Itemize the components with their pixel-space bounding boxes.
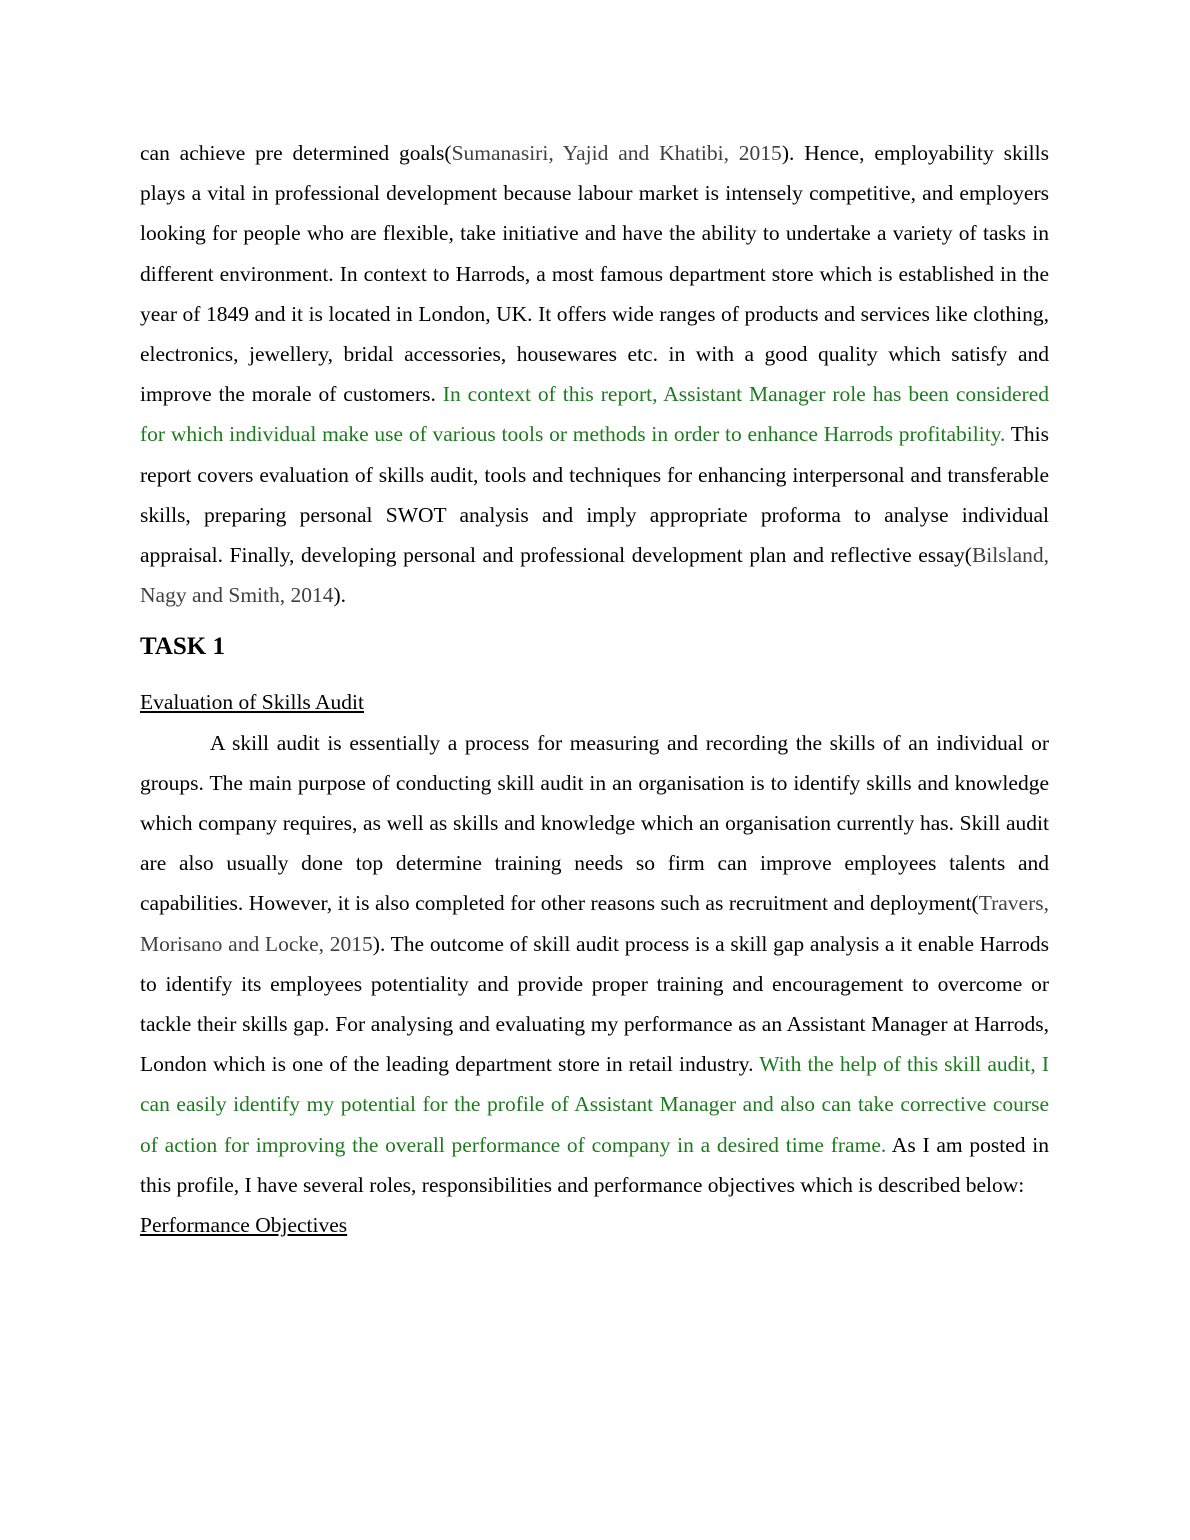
skills-audit-paragraph	[140, 723, 1049, 1205]
citation-sumanasiri: Sumanasiri, Yajid and Khatibi, 2015	[451, 141, 782, 165]
skills-audit-text-2: ). The outcome of skill audit process is a skill gap analysis a it enable Harrods to identify its employees potentiality and provide proper training and encouragement to overcome or tackle their skills gap. For analysing and evaluating my performance as an Assistant Manager at Harrods, London which is one of the leading department store in retail industry.	[140, 931, 1049, 1077]
intro-text-1: can achieve pre determined goals(	[140, 141, 452, 165]
task-heading: TASK 1	[140, 633, 225, 661]
intro-text-3: This report covers evaluation of skills audit, tools and techniques for enhancing interpersonal and transferable skills, preparing personal SWOT analysis and imply appropriate proforma to analyse individual appraisal. Finally, developing personal and professional development plan and reflective essay(	[140, 422, 1050, 568]
citation-travers: Travers, Morisano and Locke, 2015	[140, 891, 1049, 956]
citation-bilsland: Bilsland, Nagy and Smith, 2014	[140, 543, 1049, 608]
intro-paragraph	[140, 133, 1049, 615]
document-page	[140, 133, 1049, 1245]
skills-audit-text-3: As I am posted in this profile, I have several roles, responsibilities and performance objectives which is described below:	[140, 1132, 1049, 1197]
intro-text-4: ).	[333, 583, 347, 608]
performance-objectives-subheading: Performance Objectives	[140, 1213, 348, 1238]
highlighted-text-skill-audit: With the help of this skill audit, I can easily identify my potential for the profile of Assistant Manager and also can take corrective course of action for improving the overall performance of company in a desired time frame.	[140, 1052, 1049, 1157]
intro-text-2: ). Hence, employability skills plays a vital in professional development because labour market is intensely competitive, and employers looking for people who are flexible, take initiative and have the ability to undertake a variety of tasks in different environment. In context to Harrods, a most famous department store which is established in the year of 1849 and it is located in London, UK. It offers wide ranges of products and services like clothing, electronics, jewellery, bridal accessories, housewares etc. in with a good quality which satisfy and improve the morale of customers.	[140, 141, 1049, 407]
skills-audit-text-1: A skill audit is essentially a process for measuring and recording the skills of an individual or groups. The main purpose of conducting skill audit in an organisation is to identify skills and knowledge which company requires, as well as skills and knowledge which an organisation currently has. Skill audit are also usually done top determine training needs so firm can improve employees talents and capabilities. However, it is also completed for other reasons such as recruitment and deployment(	[140, 730, 1049, 916]
highlighted-text-assistant-manager: In context of this report, Assistant Manager role has been considered for which individual make use of various tools or methods in order to enhance Harrods profitability.	[140, 382, 1049, 447]
skills-audit-subheading: Evaluation of Skills Audit	[140, 690, 364, 715]
